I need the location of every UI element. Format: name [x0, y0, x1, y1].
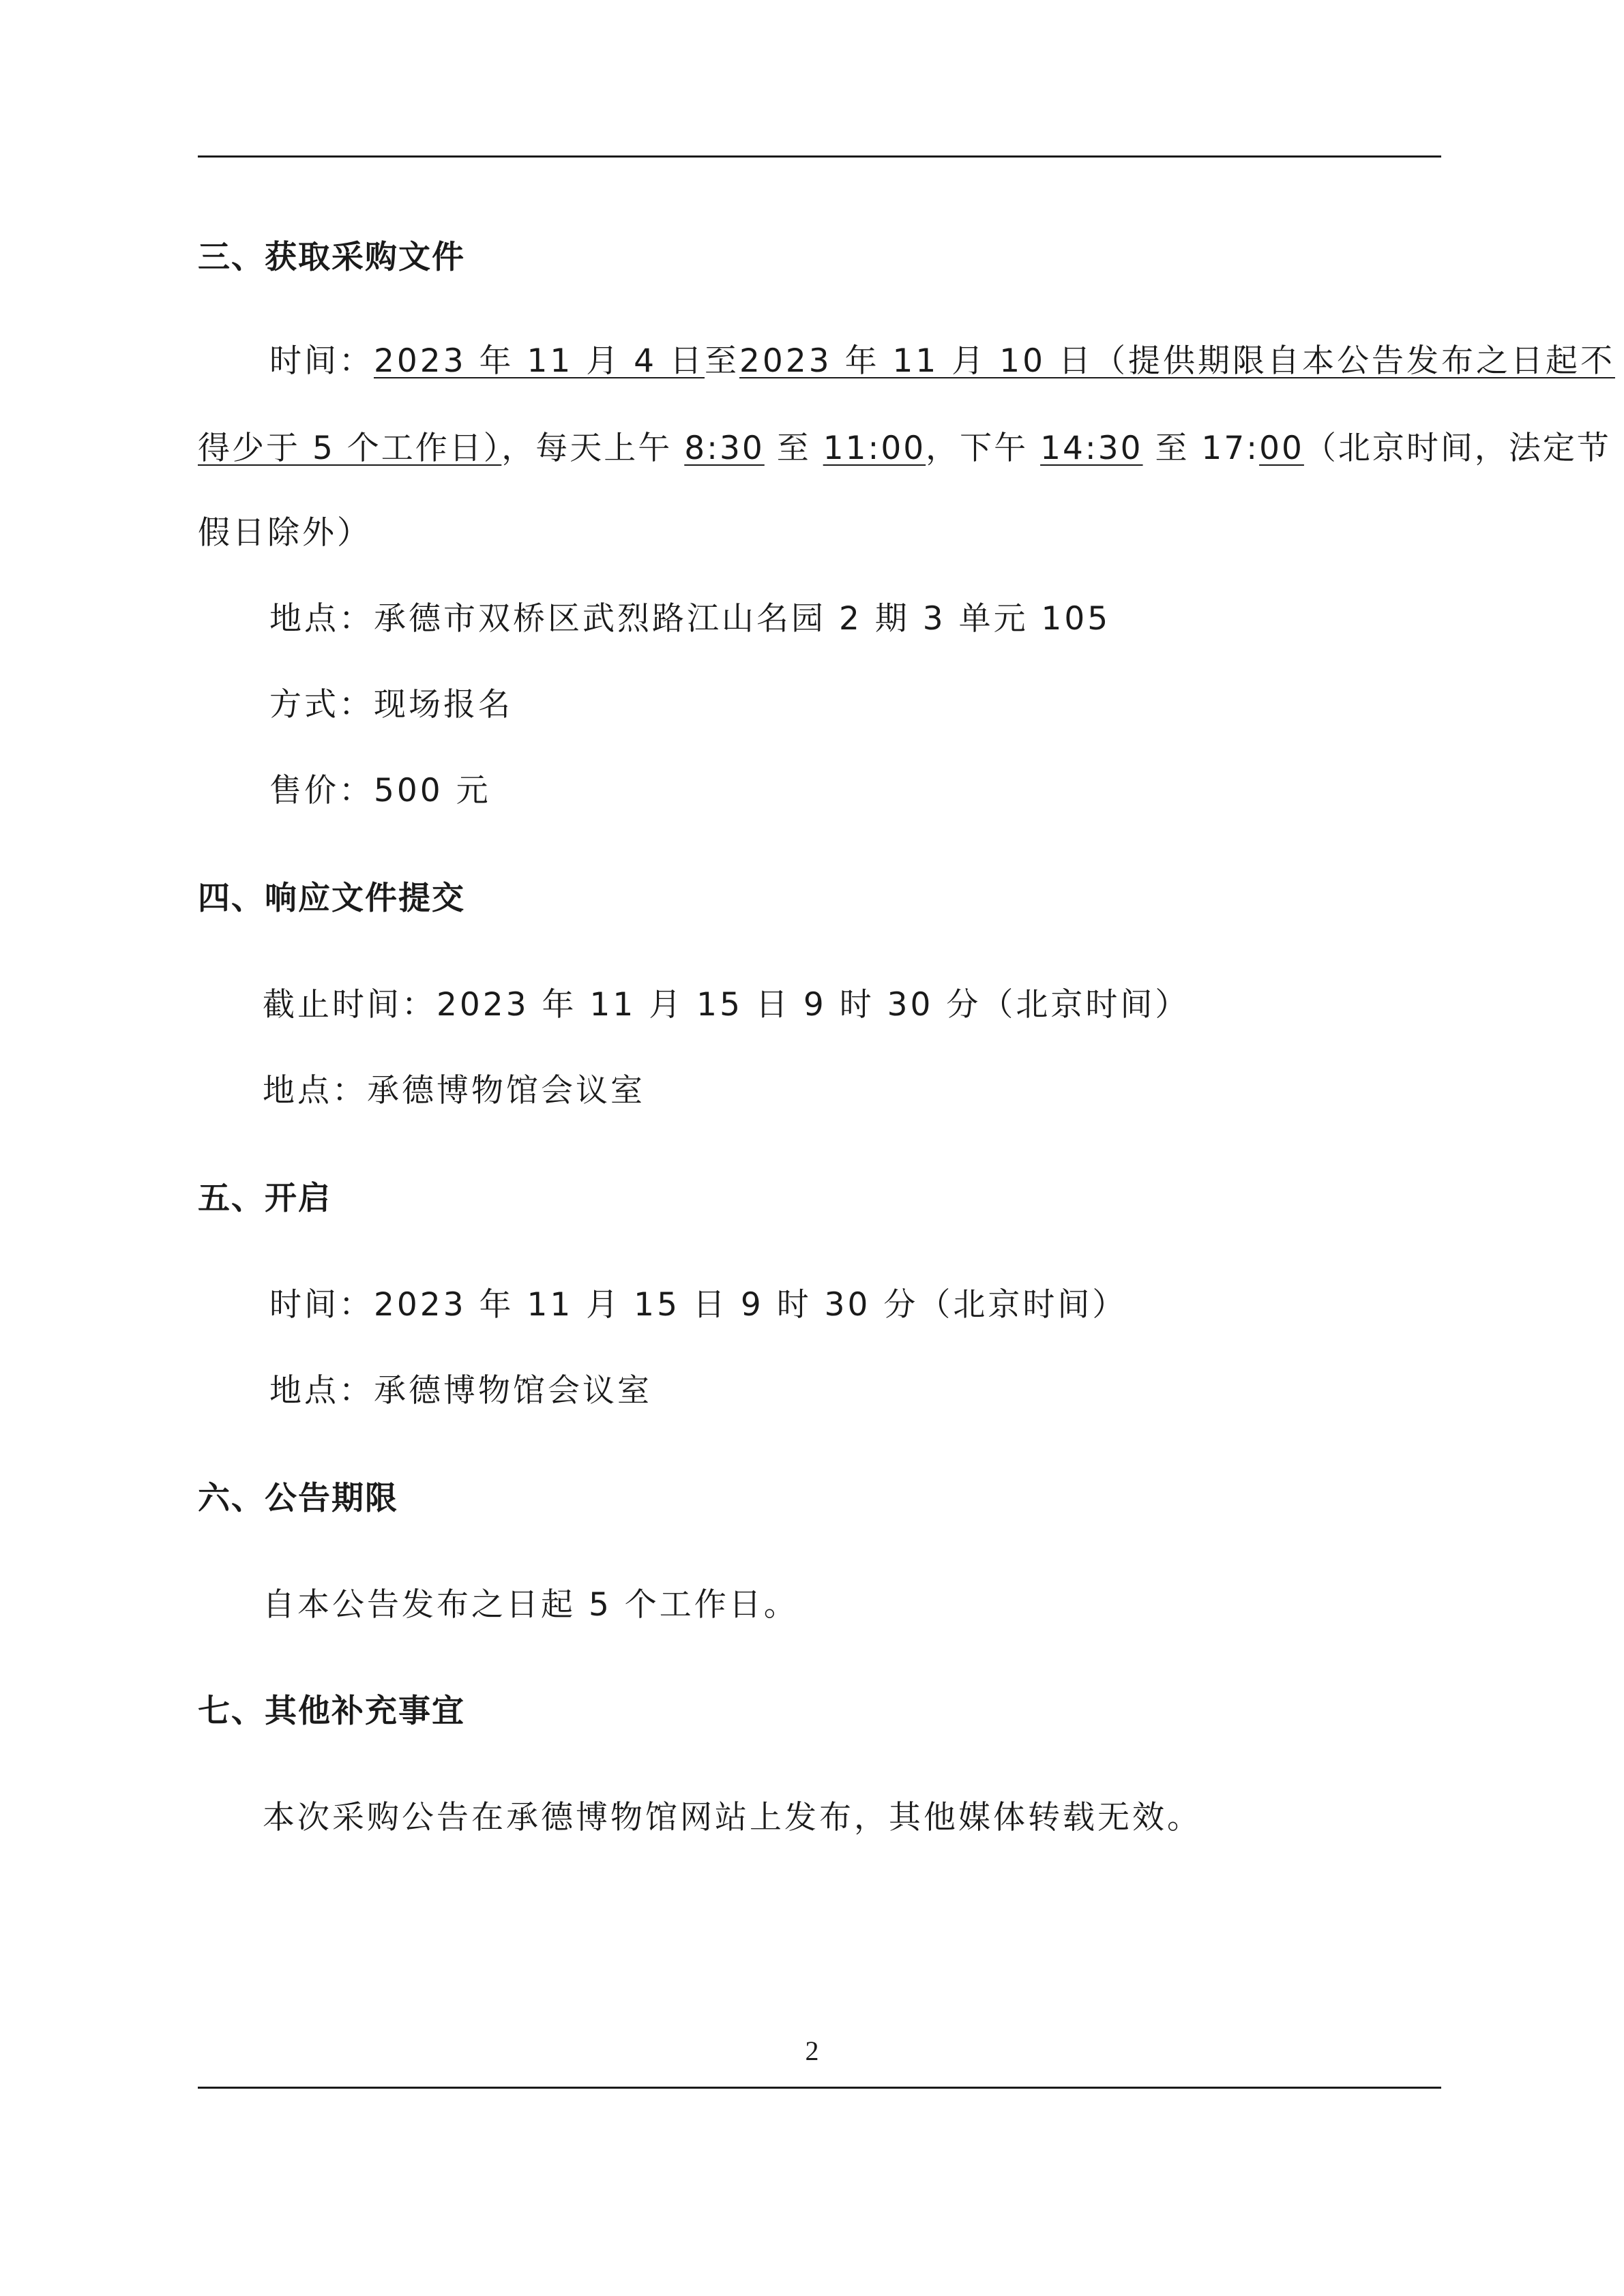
section-heading-notice-period: 六、公告期限 [198, 1480, 398, 1517]
footer-rule [198, 2087, 1441, 2089]
obtain-daily-prefix: ，每天上午 [501, 430, 685, 467]
obtain-am-start: 8:30 [684, 430, 765, 467]
obtain-pm-start: 14:30 [1040, 430, 1143, 467]
obtain-pm-to: 至 17: [1142, 430, 1260, 467]
section-heading-other-matters: 七、其他补充事宜 [198, 1693, 465, 1730]
obtain-time-label: 时间： [269, 342, 374, 380]
obtain-pm-end: 00 [1259, 430, 1304, 467]
section-heading-obtain-docs: 三、获取采购文件 [198, 239, 465, 276]
obtain-price: 售价：500 元 [269, 772, 491, 809]
obtain-method: 方式：现场报名 [269, 686, 513, 724]
other-matters-note: 本次采购公告在承德博物馆网站上发布，其他媒体转载无效。 [263, 1799, 1202, 1836]
opening-time: 时间：2023 年 11 月 15 日 9 时 30 分（北京时间） [269, 1286, 1127, 1324]
obtain-holiday-note: 假日除外） [198, 514, 372, 552]
submit-deadline: 截止时间：2023 年 11 月 15 日 9 时 30 分（北京时间） [263, 986, 1190, 1024]
obtain-am-end: 11:00 [823, 430, 926, 467]
obtain-time-line-2 [198, 428, 1611, 469]
section-heading-opening: 五、开启 [198, 1180, 331, 1217]
obtain-pm-prefix: ，下午 [926, 430, 1041, 467]
submit-location: 地点：承德博物馆会议室 [263, 1072, 645, 1109]
obtain-time-to: 至 [705, 342, 740, 380]
obtain-time-start: 2023 年 11 月 4 日 [374, 342, 705, 380]
header-rule [198, 155, 1441, 158]
obtain-time-line-1 [269, 341, 1615, 382]
opening-location: 地点：承德博物馆会议室 [269, 1372, 652, 1410]
obtain-time-end: 2023 年 11 月 10 日（提供期限自本公告发布之日起不 [739, 342, 1615, 380]
notice-period: 自本公告发布之日起 5 个工作日。 [263, 1586, 799, 1624]
obtain-location: 地点：承德市双桥区武烈路江山名园 2 期 3 单元 105 [269, 600, 1111, 638]
section-heading-response-submit: 四、响应文件提交 [198, 880, 465, 917]
obtain-time-end-cont: 得少于 5 个工作日） [198, 430, 502, 467]
page-number: 2 [805, 2036, 819, 2066]
obtain-am-to: 至 [764, 430, 823, 467]
obtain-tz-note: （北京时间，法定节 [1303, 430, 1611, 467]
